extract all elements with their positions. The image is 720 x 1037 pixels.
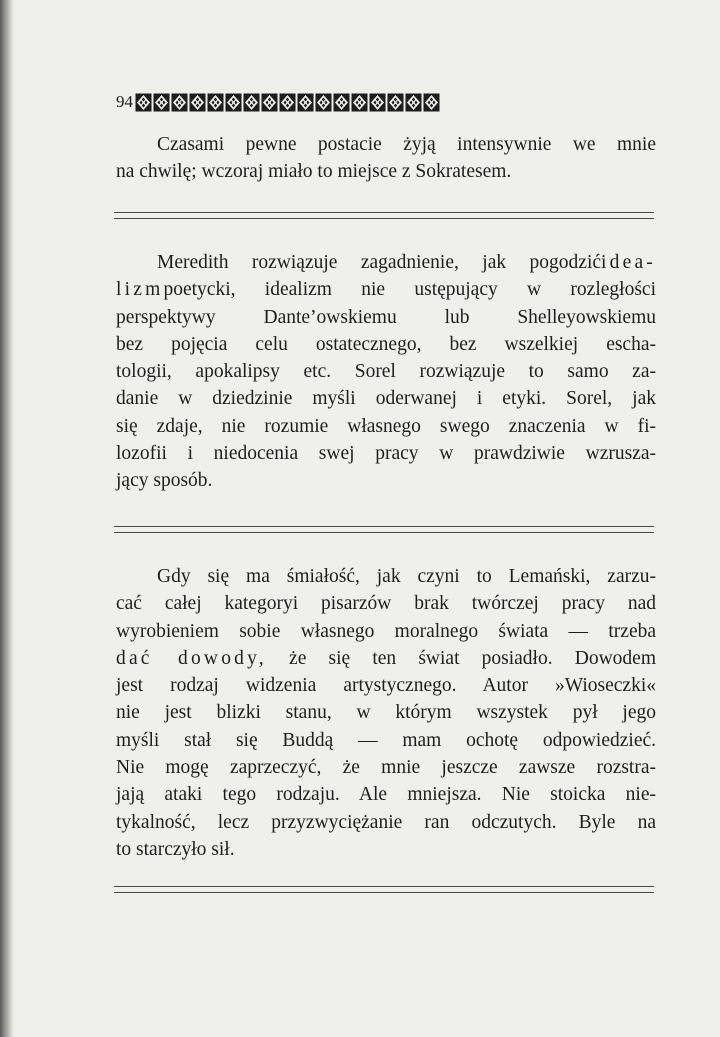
floral-ornament-icon <box>153 93 170 112</box>
paragraph-lemanski <box>116 563 656 863</box>
floral-ornament-icon <box>369 93 386 112</box>
text-line: danie w dziedzinie myśli oderwanej i etyki. Sorel, jak <box>116 388 656 410</box>
text-line: cać całej kategoryi pisarzów brak twórczej pracy nad <box>116 593 656 615</box>
floral-ornament-icon <box>261 93 278 112</box>
floral-ornament-icon <box>243 93 260 112</box>
text-line: to starczyło sił. <box>116 838 235 860</box>
floral-ornament-icon <box>297 93 314 112</box>
text-line: Gdy się ma śmiałość, jak czyni to Lemański, zarzu- <box>157 566 656 587</box>
text-line: jący sposób. <box>116 470 213 492</box>
emphasis-spaced: idea- <box>601 252 656 273</box>
floral-ornament-icon <box>225 93 242 112</box>
floral-ornament-icon <box>171 93 188 112</box>
text-line: perspektywy Dante’owskiemu lub Shelleyowskiemu <box>116 306 656 328</box>
page-left-edge-shadow <box>0 0 14 1037</box>
text-line: bez pojęcia celu ostatecznego, bez wszelkiej escha- <box>116 333 656 355</box>
floral-ornament-icon <box>279 93 296 112</box>
section-divider <box>114 886 654 893</box>
text-line: tykalność, lecz przyzwyciężanie ran odczutych. Byle na <box>116 811 656 833</box>
floral-ornament-icon <box>423 93 440 112</box>
text-line: Nie mogę zaprzeczyć, że mnie jeszcze zawsze rozstra- <box>116 757 656 779</box>
emphasis-spaced: lizm <box>116 279 164 301</box>
floral-ornament-icon <box>189 93 206 112</box>
floral-ornament-icon <box>315 93 332 112</box>
text-line: nie jest blizki stanu, w którym wszystek pył jego <box>116 702 656 724</box>
text-line: wyrobieniem sobie własnego moralnego świata — trzeba <box>116 620 656 642</box>
section-divider <box>114 526 654 533</box>
floral-ornament-icon <box>387 93 404 112</box>
floral-ornament-icon <box>333 93 350 112</box>
paragraph-meredith <box>116 249 656 495</box>
floral-ornament-icon <box>405 93 422 112</box>
text-line: Czasami pewne postacie żyją intensywnie we mnie <box>157 134 656 155</box>
text-line: tologii, apokalipsy etc. Sorel rozwiązuje to samo za- <box>116 361 656 383</box>
ornament-band <box>135 93 440 112</box>
text-fragment: Meredith rozwiązuje zagadnienie, jak pogodzić <box>157 252 602 273</box>
running-header <box>116 86 656 112</box>
text-line <box>116 249 656 276</box>
text-fragment: poetycki, idealizm nie ustępujący w rozległości <box>163 279 656 301</box>
text-line <box>116 645 656 672</box>
floral-ornament-icon <box>207 93 224 112</box>
text-line <box>116 276 656 303</box>
section-divider <box>114 212 654 219</box>
text-fragment: że się ten świat posiadło. Dowodem <box>266 647 656 669</box>
text-line: jest rodzaj widzenia artystycznego. Autor »Wioseczki« <box>116 675 656 697</box>
floral-ornament-icon <box>135 93 152 112</box>
floral-ornament-icon <box>351 93 368 112</box>
text-line: myśli stał się Buddą — mam ochotę odpowiedzieć. <box>116 729 656 751</box>
text-line: na chwilę; wczoraj miało to miejsce z Sokratesem. <box>116 161 512 183</box>
paragraph-sokrates <box>116 131 656 186</box>
page-number: 94 <box>116 92 133 111</box>
emphasis-spaced: dać dowody, <box>116 647 267 669</box>
text-line: jają ataki tego rodzaju. Ale mniejsza. Nie stoicka nie- <box>116 784 656 806</box>
text-line: lozofii i niedocenia swej pracy w prawdziwie wzrusza- <box>116 443 656 465</box>
text-line: się zdaje, nie rozumie własnego swego znaczenia w fi- <box>116 415 656 437</box>
